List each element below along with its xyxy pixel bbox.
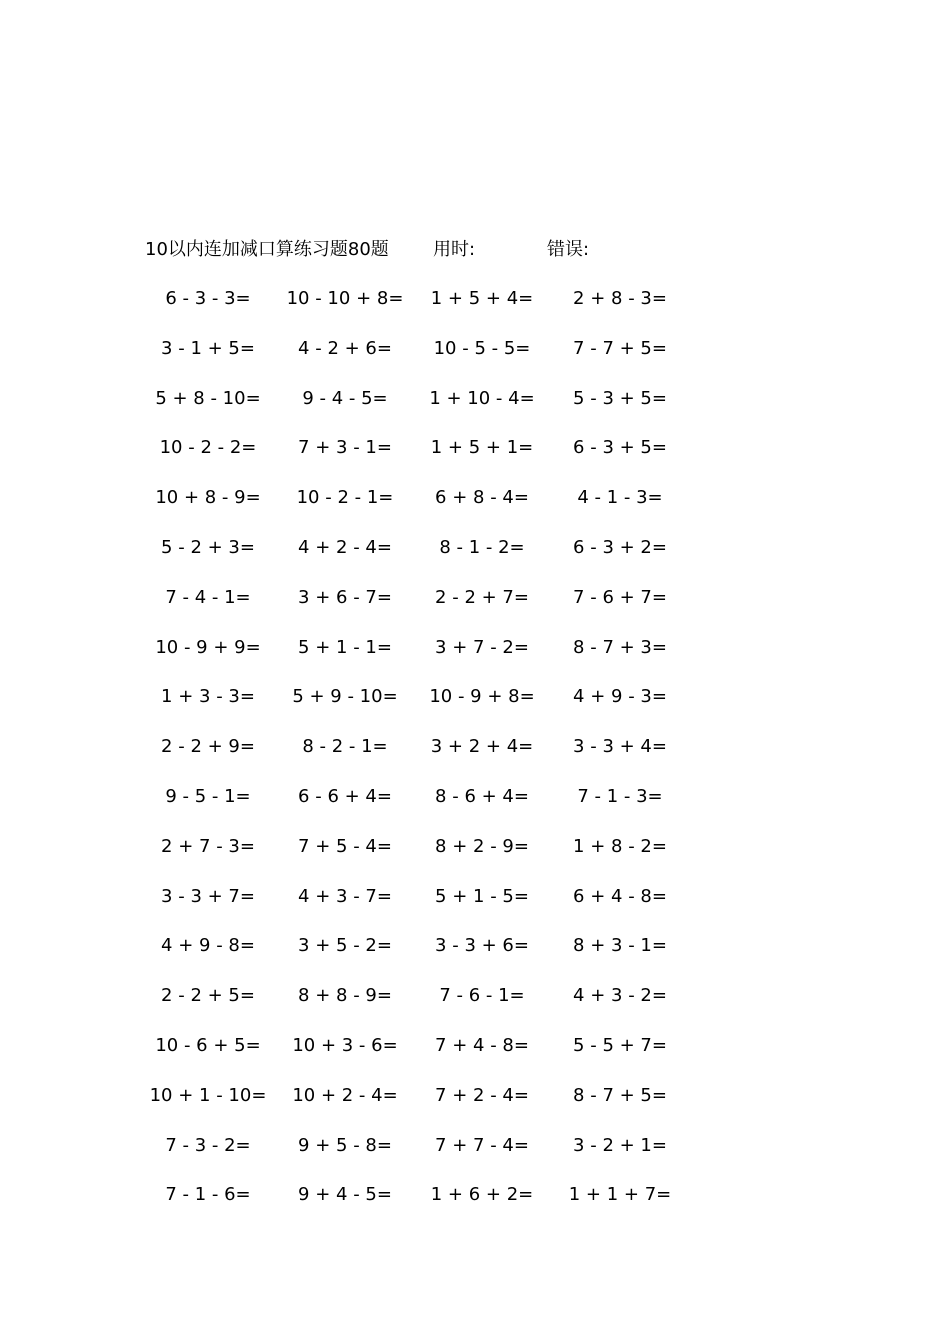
math-problem: 5 + 1 - 1= <box>298 636 392 658</box>
math-problem: 10 - 2 - 2= <box>159 437 257 459</box>
math-problem: 1 + 5 + 4= <box>430 288 534 309</box>
math-problem: 1 + 6 + 2= <box>430 1184 534 1206</box>
math-problem: 8 + 2 - 9= <box>435 835 529 857</box>
math-problem: 10 + 1 - 10= <box>149 1084 267 1106</box>
problem-row <box>140 334 700 384</box>
math-problem: 1 + 5 + 1= <box>430 437 534 459</box>
worksheet-title: 10以内连加减口算练习题80题 <box>145 239 389 260</box>
problem-row <box>140 384 700 434</box>
math-problem: 5 + 9 - 10= <box>292 686 398 708</box>
worksheet-header <box>145 236 765 264</box>
problem-row <box>140 1180 700 1230</box>
math-problem: 3 - 3 + 4= <box>573 736 667 758</box>
math-problem: 4 + 3 - 2= <box>573 985 667 1007</box>
math-problem: 4 - 1 - 3= <box>577 487 663 509</box>
math-problem: 2 + 8 - 3= <box>573 288 667 309</box>
math-problem: 4 + 9 - 3= <box>573 686 667 708</box>
math-problem: 7 + 7 - 4= <box>435 1134 529 1156</box>
math-problem: 3 + 6 - 7= <box>298 586 392 608</box>
math-problem: 7 + 5 - 4= <box>298 835 392 857</box>
math-problem: 8 + 3 - 1= <box>573 935 667 957</box>
math-problem: 8 - 1 - 2= <box>439 536 525 558</box>
math-problem: 6 + 4 - 8= <box>573 885 667 907</box>
math-problem: 5 - 3 + 5= <box>573 387 667 409</box>
math-problem: 8 - 6 + 4= <box>435 785 529 807</box>
problem-row <box>140 981 700 1031</box>
math-problem: 1 + 8 - 2= <box>573 835 667 857</box>
math-problem: 10 - 9 + 9= <box>155 636 261 658</box>
problem-row <box>140 782 700 832</box>
time-used-label: 用时: <box>433 239 476 260</box>
problem-grid <box>140 284 700 1230</box>
math-problem: 4 + 9 - 8= <box>161 935 255 957</box>
problem-row <box>140 931 700 981</box>
problem-row <box>140 533 700 583</box>
problem-row <box>140 1031 700 1081</box>
math-problem: 7 + 3 - 1= <box>298 437 392 459</box>
math-problem: 6 - 3 + 5= <box>573 437 667 459</box>
math-problem: 5 + 1 - 5= <box>435 885 529 907</box>
math-problem: 1 + 3 - 3= <box>161 686 255 708</box>
math-problem: 10 - 9 + 8= <box>429 686 535 708</box>
math-problem: 7 - 1 - 3= <box>577 785 663 807</box>
problem-row <box>140 832 700 882</box>
math-problem: 1 + 10 - 4= <box>429 387 535 409</box>
math-problem: 10 + 8 - 9= <box>155 487 261 509</box>
math-problem: 4 - 2 + 6= <box>298 337 392 359</box>
math-problem: 6 - 6 + 4= <box>298 785 392 807</box>
math-problem: 10 - 2 - 1= <box>296 487 394 509</box>
math-problem: 10 + 2 - 4= <box>292 1084 398 1106</box>
math-problem: 1 + 1 + 7= <box>568 1184 672 1206</box>
problem-row <box>140 633 700 683</box>
math-problem: 3 - 3 + 6= <box>435 935 529 957</box>
math-problem: 10 + 3 - 6= <box>292 1034 398 1056</box>
math-problem: 4 + 3 - 7= <box>298 885 392 907</box>
math-problem: 7 - 7 + 5= <box>573 337 667 359</box>
problem-row <box>140 682 700 732</box>
math-problem: 7 - 3 - 2= <box>165 1134 251 1156</box>
math-problem: 7 - 6 - 1= <box>439 985 525 1007</box>
problem-row <box>140 483 700 533</box>
math-problem: 7 - 6 + 7= <box>573 586 667 608</box>
math-problem: 6 - 3 - 3= <box>165 288 251 309</box>
math-problem: 10 - 6 + 5= <box>155 1034 261 1056</box>
problem-row <box>140 284 700 334</box>
math-problem: 4 + 2 - 4= <box>298 536 392 558</box>
problem-row <box>140 1131 700 1181</box>
math-problem: 6 - 3 + 2= <box>573 536 667 558</box>
math-problem: 8 - 2 - 1= <box>302 736 388 758</box>
problem-row <box>140 1081 700 1131</box>
math-problem: 3 - 2 + 1= <box>573 1134 667 1156</box>
math-problem: 9 + 5 - 8= <box>298 1134 392 1156</box>
math-problem: 10 - 5 - 5= <box>433 337 531 359</box>
math-problem: 9 - 4 - 5= <box>302 387 388 409</box>
problem-row <box>140 583 700 633</box>
math-problem: 5 - 5 + 7= <box>573 1034 667 1056</box>
math-problem: 3 + 7 - 2= <box>435 636 529 658</box>
math-problem: 3 + 5 - 2= <box>298 935 392 957</box>
math-problem: 5 + 8 - 10= <box>155 387 261 409</box>
math-problem: 3 - 1 + 5= <box>161 337 255 359</box>
math-problem: 7 - 4 - 1= <box>165 586 251 608</box>
math-problem: 5 - 2 + 3= <box>161 536 255 558</box>
math-problem: 9 + 4 - 5= <box>298 1184 392 1206</box>
math-problem: 7 + 2 - 4= <box>435 1084 529 1106</box>
math-problem: 8 + 8 - 9= <box>298 985 392 1007</box>
error-count-label: 错误: <box>547 239 590 260</box>
math-problem: 2 - 2 + 9= <box>161 736 255 758</box>
math-problem: 9 - 5 - 1= <box>165 785 251 807</box>
math-problem: 2 - 2 + 5= <box>161 985 255 1007</box>
math-problem: 10 - 10 + 8= <box>286 288 404 309</box>
problem-row <box>140 433 700 483</box>
math-problem: 2 - 2 + 7= <box>435 586 529 608</box>
math-problem: 8 - 7 + 3= <box>573 636 667 658</box>
math-problem: 6 + 8 - 4= <box>435 487 529 509</box>
problem-row <box>140 732 700 782</box>
problem-row <box>140 882 700 932</box>
math-problem: 2 + 7 - 3= <box>161 835 255 857</box>
math-problem: 7 + 4 - 8= <box>435 1034 529 1056</box>
math-problem: 3 - 3 + 7= <box>161 885 255 907</box>
math-problem: 7 - 1 - 6= <box>165 1184 251 1206</box>
math-problem: 3 + 2 + 4= <box>430 736 534 758</box>
math-problem: 8 - 7 + 5= <box>573 1084 667 1106</box>
